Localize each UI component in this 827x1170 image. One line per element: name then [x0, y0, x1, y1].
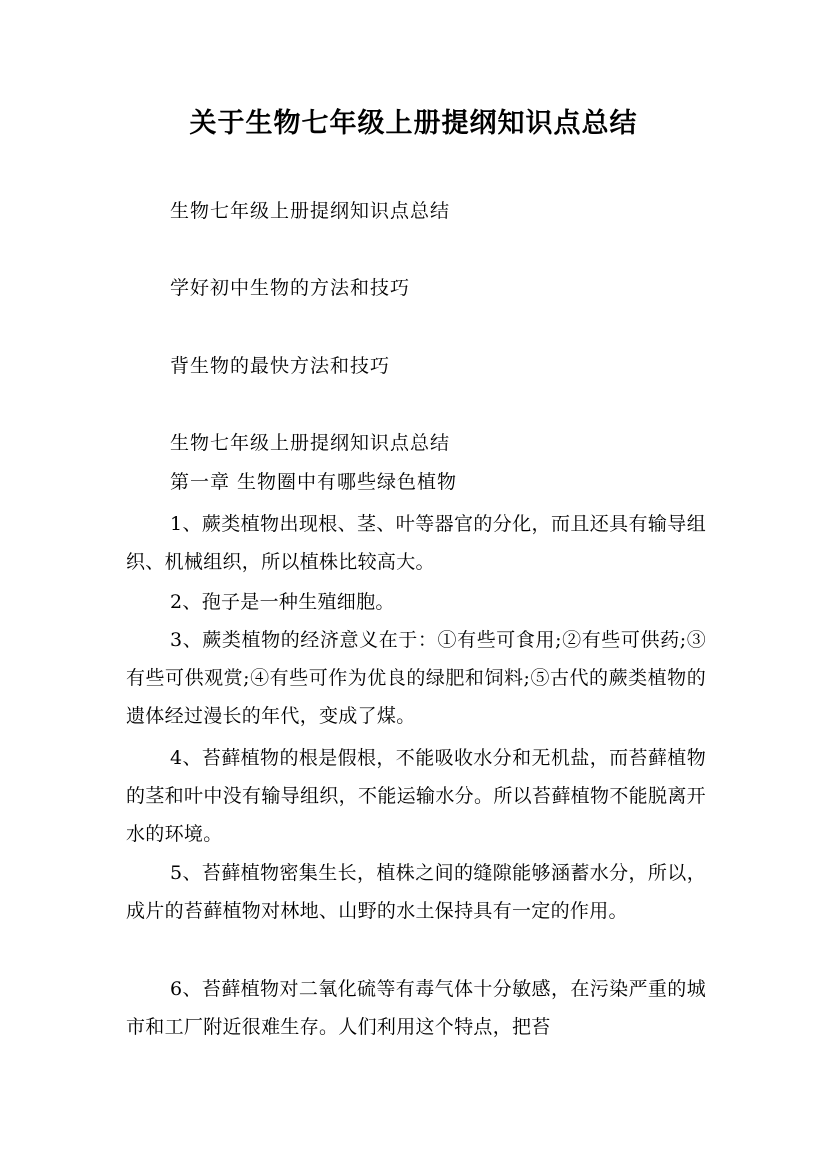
paragraph-4: 4、苔藓植物的根是假根，不能吸收水分和无机盐，而苔藓植物的茎和叶中没有输导组织，不能运输水分。所以苔藓植物不能脱离开水的环境。 [126, 747, 706, 845]
toc-link-3[interactable]: 背生物的最快方法和技巧 [170, 355, 391, 377]
paragraph-1: 1、蕨类植物出现根、茎、叶等器官的分化，而且还具有输导组织、机械组织，所以植株比较高大。 [126, 513, 706, 573]
chapter-heading: 第一章 生物圈中有哪些绿色植物 [170, 471, 458, 493]
paragraph-2: 2、孢子是一种生殖细胞。 [170, 591, 395, 613]
paragraph-6: 6、苔藓植物对二氧化硫等有毒气体十分敏感，在污染严重的城市和工厂附近很难生存。人们利用这个特点，把苔 [126, 978, 706, 1038]
section-heading: 生物七年级上册提纲知识点总结 [170, 432, 451, 454]
toc-link-1[interactable]: 生物七年级上册提纲知识点总结 [170, 200, 451, 222]
document-title: 关于生物七年级上册提纲知识点总结 [189, 108, 638, 139]
toc-link-2[interactable]: 学好初中生物的方法和技巧 [170, 277, 411, 299]
paragraph-3: 3、蕨类植物的经济意义在于：①有些可食用;②有些可供药;③有些可供观赏;④有些可作为优良的绿肥和饲料;⑤古代的蕨类植物的遗体经过漫长的年代，变成了煤。 [126, 629, 706, 727]
paragraph-5: 5、苔藓植物密集生长，植株之间的缝隙能够涵蓄水分，所以，成片的苔藓植物对林地、山野的水土保持具有一定的作用。 [126, 862, 706, 922]
